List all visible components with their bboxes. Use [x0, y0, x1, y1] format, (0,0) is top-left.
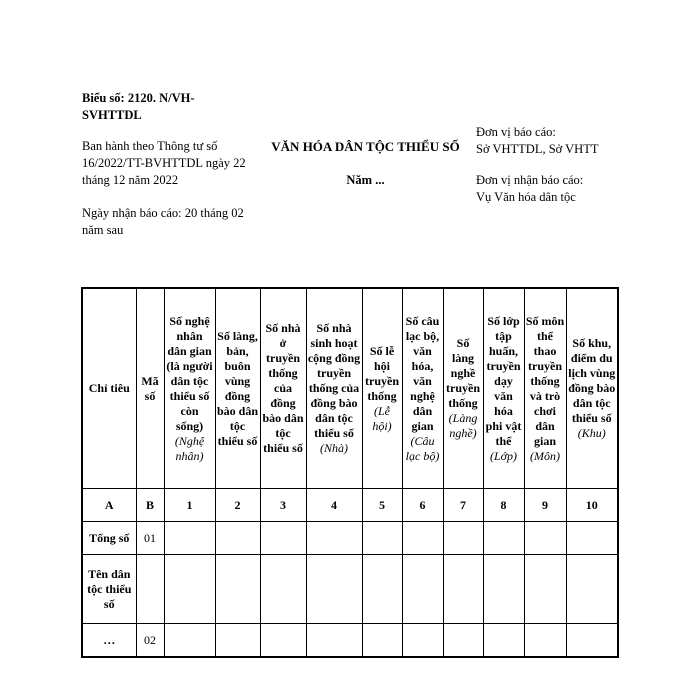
col-code: 1 — [164, 489, 215, 522]
col-header-6: Số lễ hội truyền thống (Lễ hội) — [362, 288, 402, 489]
col-code: 4 — [306, 489, 362, 522]
row-label: Tên dân tộc thiểu số — [82, 555, 136, 624]
data-cell[interactable] — [306, 555, 362, 624]
data-cell[interactable] — [524, 522, 566, 555]
data-cell[interactable] — [402, 555, 443, 624]
header-row — [82, 288, 618, 489]
data-cell[interactable] — [164, 624, 215, 658]
data-cell[interactable] — [566, 624, 618, 658]
col-header-0: Chỉ tiêu — [82, 288, 136, 489]
col-code: 6 — [402, 489, 443, 522]
data-cell[interactable] — [306, 624, 362, 658]
table-row — [82, 555, 618, 624]
row-label: … — [82, 624, 136, 658]
data-cell[interactable] — [483, 522, 524, 555]
col-code: 10 — [566, 489, 618, 522]
data-cell[interactable] — [566, 522, 618, 555]
col-header-10: Số môn thể thao truyền thống và trò chơi dân gian (Môn) — [524, 288, 566, 489]
data-cell[interactable] — [566, 555, 618, 624]
col-code: 7 — [443, 489, 483, 522]
data-cell[interactable] — [306, 522, 362, 555]
data-cell[interactable] — [362, 522, 402, 555]
col-code: A — [82, 489, 136, 522]
data-cell[interactable] — [260, 555, 306, 624]
data-cell[interactable] — [524, 624, 566, 658]
data-cell[interactable] — [362, 555, 402, 624]
data-cell[interactable] — [402, 522, 443, 555]
data-cell[interactable] — [443, 555, 483, 624]
row-code: 01 — [136, 522, 164, 555]
data-cell[interactable] — [362, 624, 402, 658]
data-cell[interactable] — [164, 522, 215, 555]
col-header-1: Mã số — [136, 288, 164, 489]
col-code: 2 — [215, 489, 260, 522]
report-year: Năm ... — [346, 173, 385, 187]
reporting-unit-value: Sở VHTTDL, Sở VHTT — [476, 142, 599, 156]
receiving-unit-label: Đơn vị nhận báo cáo: — [476, 173, 584, 187]
col-code: 8 — [483, 489, 524, 522]
col-header-4: Số nhà ở truyền thống của đồng bào dân tộc thiểu số — [260, 288, 306, 489]
data-cell[interactable] — [215, 522, 260, 555]
col-code: B — [136, 489, 164, 522]
report-title: VĂN HÓA DÂN TỘC THIỂU SỐ — [271, 139, 460, 154]
col-code: 5 — [362, 489, 402, 522]
data-cell[interactable] — [524, 555, 566, 624]
data-cell[interactable] — [215, 555, 260, 624]
data-cell[interactable] — [260, 624, 306, 658]
issuing-circular: Ban hành theo Thông tư số 16/2022/TT-BVHTTDL ngày 22 tháng 12 năm 2022 — [82, 139, 246, 187]
col-code: 9 — [524, 489, 566, 522]
data-cell[interactable] — [164, 555, 215, 624]
table-row — [82, 522, 618, 555]
row-code: 02 — [136, 624, 164, 658]
table-row — [82, 624, 618, 658]
col-header-11: Số khu, điểm du lịch vùng đồng bào dân tộc thiểu số (Khu) — [566, 288, 618, 489]
report-deadline: Ngày nhận báo cáo: 20 tháng 02 năm sau — [82, 206, 244, 237]
receiving-unit — [476, 172, 636, 206]
col-header-8: Số làng nghề truyền thống (Làng nghề) — [443, 288, 483, 489]
col-header-7: Số câu lạc bộ, văn hóa, văn nghệ dân gian (Câu lạc bộ) — [402, 288, 443, 489]
form-code: Biểu số: 2120. N/VH-SVHTTDL — [82, 91, 195, 122]
reporting-unit-label: Đơn vị báo cáo: — [476, 125, 556, 139]
col-header-2: Số nghệ nhân dân gian (là người dân tộc thiểu số còn sống) (Nghệ nhân) — [164, 288, 215, 489]
data-cell[interactable] — [483, 555, 524, 624]
data-cell[interactable] — [260, 522, 306, 555]
data-cell[interactable] — [483, 624, 524, 658]
data-cell[interactable] — [443, 624, 483, 658]
report-table — [81, 287, 619, 658]
reporting-unit — [476, 124, 636, 158]
col-header-5: Số nhà sinh hoạt cộng đồng truyền thống của đồng bào dân tộc thiểu số (Nhà) — [306, 288, 362, 489]
data-cell[interactable] — [402, 624, 443, 658]
column-code-row — [82, 489, 618, 522]
row-label: Tổng số — [82, 522, 136, 555]
data-cell[interactable] — [215, 624, 260, 658]
col-header-3: Số làng, bản, buôn vùng đồng bào dân tộc thiểu số — [215, 288, 260, 489]
col-code: 3 — [260, 489, 306, 522]
receiving-unit-value: Vụ Văn hóa dân tộc — [476, 190, 576, 204]
col-header-9: Số lớp tập huấn, truyền dạy văn hóa phi vật thể (Lớp) — [483, 288, 524, 489]
row-code — [136, 555, 164, 624]
data-cell[interactable] — [443, 522, 483, 555]
